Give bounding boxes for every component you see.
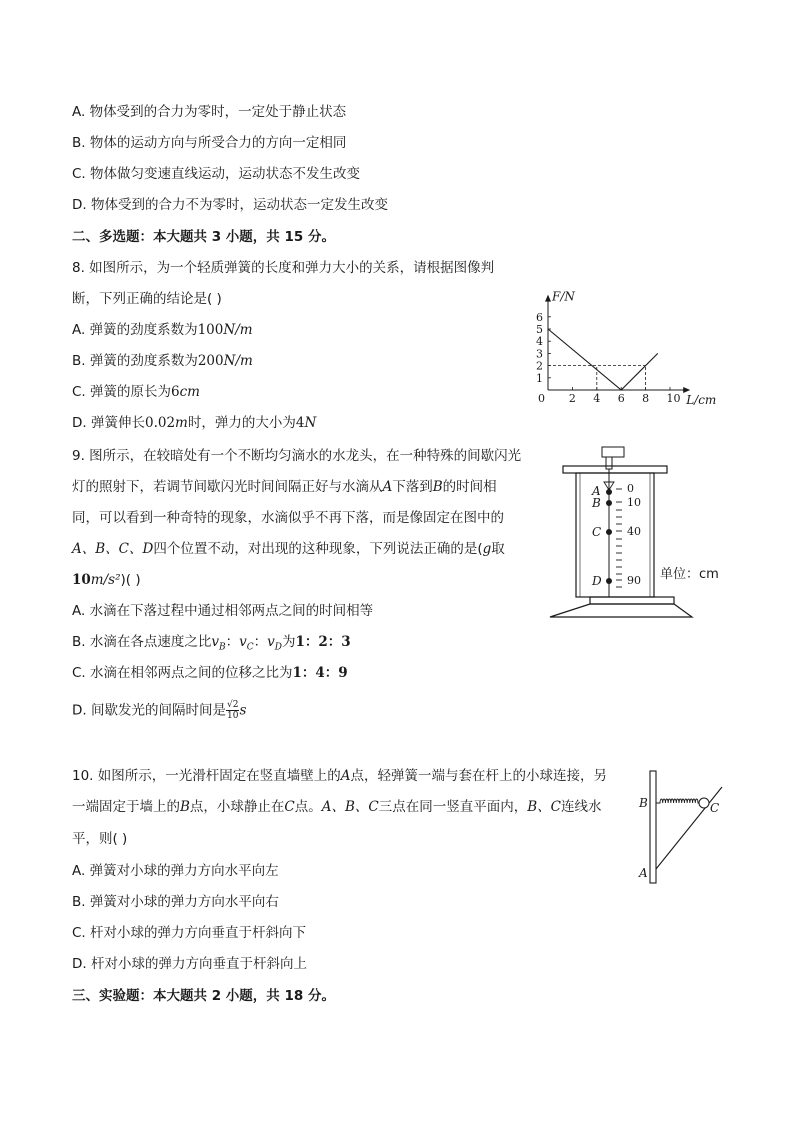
q9-stem-line3: 同，可以看到一种奇特的现象，水滴似乎不再下落，而是像固定在图中的 [72,510,504,526]
q9-stem-line1: 9. 图所示，在较暗处有一个不断均匀滴水的水龙头，在一种特殊的间歇闪光 [72,448,522,464]
q9-stem4-g: g [482,541,492,557]
q10-stem1-a: A [340,768,351,784]
q9-stem5-end: )( ) [120,572,141,588]
q10-option-d: D. 杆对小球的弹力方向垂直于杆斜向上 [72,956,307,972]
q10-stem2-points: A、B、C [321,799,379,815]
q8-d-unit: m [175,415,188,431]
q9-c-pre: C. 水滴在相邻两点之间的位移之比为 [72,665,293,681]
q9-stem4-post: 四个位置不动，对出现的这种现象，下列说法正确的是( [153,541,483,557]
q8-d-value2: 4 [295,415,305,431]
scale-40: 40 [627,525,641,538]
y-tick-label: 1 [536,371,543,385]
q10-stem2-mid2: 点。 [294,799,322,815]
drop-c [606,529,612,535]
q9-faucet-figure [540,445,740,623]
label-b: B [592,496,601,510]
q9-stem2-post: 的时间相 [442,479,497,495]
q10-stem2-bc: B、C [527,799,562,815]
q9-b-pre: B. 水滴在各点速度之比 [72,634,212,650]
label-a: A [592,484,601,498]
q8-a-unit: N/m [223,322,253,338]
q8-stem-line2: 断，下列正确的结论是( ) [72,291,222,307]
q9-stem2-pre: 灯的照射下，若调节间歇闪光时间间隔正好与水滴从 [72,479,383,495]
q9-d-denominator: 10 [226,711,239,721]
drop-a [606,489,612,495]
q9-d-numerator: √2 [226,700,239,710]
q8-option-c [72,382,200,402]
q9-b-vb-sub: B [218,642,226,653]
q7-option-c: C. 物体做匀变速直线运动，运动状态不发生改变 [72,166,361,182]
q8-d-text: D. 弹簧伸长 [72,415,145,431]
q10-rod-spring-figure [630,765,730,885]
label-d: D [592,574,602,588]
q10-stem2-b: B [180,799,190,815]
q9-stem2-mid: 下落到 [392,479,433,495]
x-tick-label: 8 [642,392,650,405]
q8-a-value: 100 [197,322,224,338]
q10-stem-line2 [72,797,602,817]
q8-stem-line1: 8. 如图所示，为一个轻质弹簧的长度和弹力大小的关系，请根据图像判 [72,260,495,276]
q8-option-b [72,351,253,371]
q10-stem-line3: 平，则( ) [72,831,128,847]
x-tick-label: 2 [568,392,576,405]
q10-stem2-pre: 一端固定于墙上的 [72,799,180,815]
drop-d [606,578,612,584]
q8-b-value: 200 [197,353,224,369]
scale-90: 90 [627,574,641,587]
x-tick-label: 6 [617,392,625,405]
label-a: A [639,866,648,880]
x-tick-label: 10 [666,392,681,405]
q9-b-vc: v [239,634,247,650]
q9-b-sep1: ： [225,634,240,650]
q9-stem2-a: A [382,479,393,495]
drop-b [606,500,612,506]
section-3-header: 三、实验题：本大题共 2 小题，共 18 分。 [72,988,335,1004]
q8-c-unit: cm [179,384,200,400]
q9-option-c [72,663,348,683]
q9-b-vd-sub: D [274,642,282,653]
q7-option-b: B. 物体的运动方向与所受合力的方向一定相同 [72,135,347,151]
q9-stem-line5 [72,570,141,590]
q8-d-value: 0.02 [144,415,176,431]
y-tick-label: 6 [536,310,543,324]
q9-stem-line4 [72,539,505,559]
q8-a-text: A. 弹簧的劲度系数为 [72,322,198,338]
x-tick-label: 4 [593,392,601,405]
y-tick-label: 5 [536,323,543,336]
q9-c-ratio: 1：4：9 [292,665,348,681]
q8-force-length-chart [520,258,730,408]
q7-option-a: A. 物体受到的合力为零时，一定处于静止状态 [72,104,347,120]
q9-d-pre: D. 间歇发光的间隔时间是 [72,702,226,719]
q10-stem1-pre: 10. 如图所示，一光滑杆固定在竖直墙壁上的 [72,768,341,784]
unit-label: 单位：cm [660,567,719,582]
q9-option-d [72,700,246,721]
q8-d-unit2: N [304,415,317,431]
y-axis-arrow [545,295,551,302]
q9-stem5-value: 10 [72,572,91,588]
q9-option-b [72,632,351,658]
q9-stem5-unit: m/s² [90,572,121,588]
q9-stem-line2 [72,477,497,497]
q10-stem1-post: 点，轻弹簧一端与套在杆上的小球连接，另 [350,768,608,784]
q8-c-value: 6 [171,384,180,400]
y-tick-label: 3 [536,347,543,361]
x-tick-label: 0 [538,392,545,405]
q8-option-a [72,320,253,340]
x-axis-label: L/cm [686,393,717,407]
q8-d-mid: 时，弹力的大小为 [187,415,296,431]
q10-option-a: A. 弹簧对小球的弹力方向水平向左 [72,863,279,879]
q9-d-unit: s [239,702,247,719]
label-c: C [592,525,602,539]
q9-b-vb: v [211,634,219,650]
q8-b-unit: N/m [223,353,253,369]
q10-stem2-c: C [284,799,295,815]
q10-option-c: C. 杆对小球的弹力方向垂直于杆斜向下 [72,925,307,941]
y-tick-label: 2 [536,359,543,373]
scale-10: 10 [627,496,641,509]
q9-b-vd: v [267,634,275,650]
q9-d-fraction [226,700,239,721]
scale-0: 0 [627,482,634,495]
q10-stem2-mid3: 三点在同一竖直平面内， [378,799,528,815]
section-2-header: 二、多选题：本大题共 3 小题，共 15 分。 [72,229,335,245]
q9-option-a: A. 水滴在下落过程中通过相邻两点之间的时间相等 [72,603,374,619]
y-axis-label: F/N [552,289,575,304]
q9-stem4-end: 取 [491,541,505,557]
q9-stem2-b: B [432,479,443,495]
q10-stem2-post: 连线水 [561,799,602,815]
q10-stem2-mid: 点，小球静止在 [189,799,285,815]
label-c: C [710,801,720,815]
series-line [548,329,658,390]
q8-option-d [72,413,316,433]
q9-b-ratio: 1：2：3 [295,634,351,650]
q8-c-text: C. 弹簧的原长为 [72,384,172,400]
q9-b-mid: 为 [282,634,296,650]
q9-b-vc-sub: C [246,642,254,653]
y-tick-label: 4 [536,335,543,349]
q7-option-d: D. 物体受到的合力不为零时，运动状态一定发生改变 [72,197,388,213]
q10-option-b: B. 弹簧对小球的弹力方向水平向右 [72,894,279,910]
label-b: B [639,796,648,810]
q10-stem-line1 [72,766,607,786]
q8-b-text: B. 弹簧的劲度系数为 [72,353,198,369]
q9-stem4-points: A、B、C、D [72,541,154,557]
q9-b-sep2: ： [253,634,268,650]
